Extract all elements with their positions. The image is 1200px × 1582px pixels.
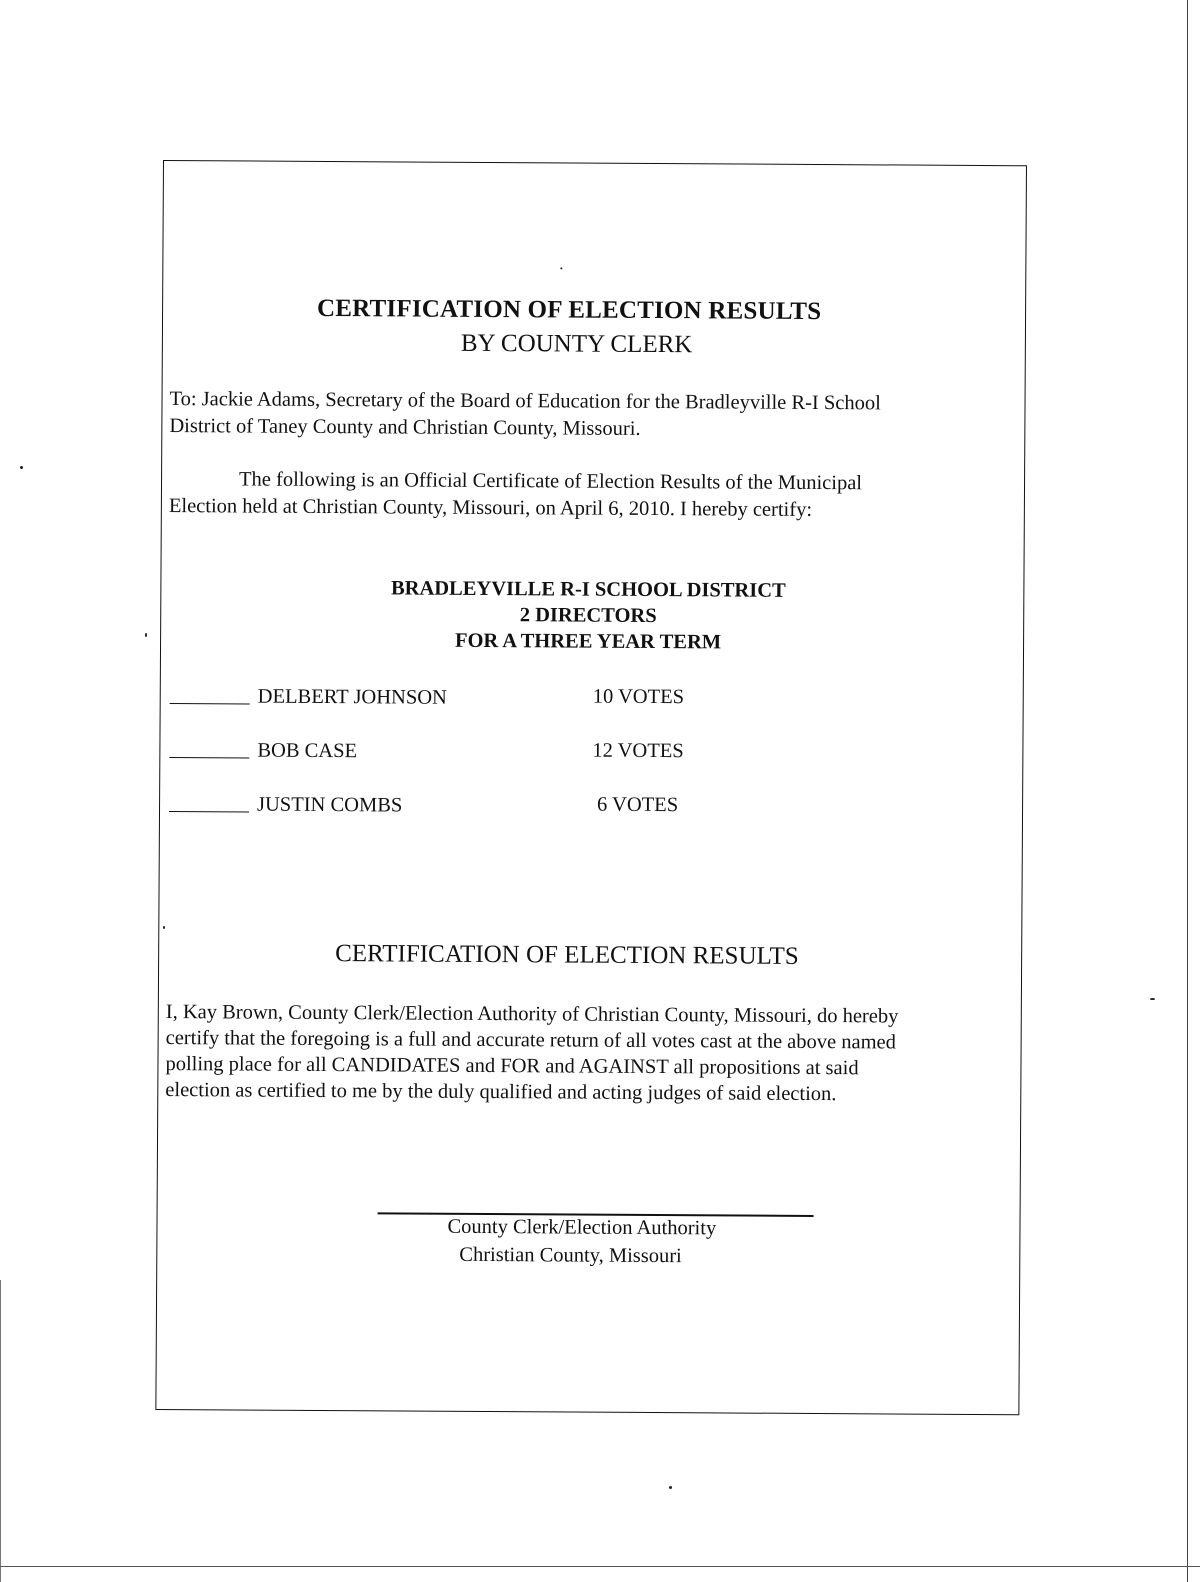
candidate-name: JUSTIN COMBS xyxy=(256,793,403,817)
intro-line-2: Election held at Christian County, Missouri, on April 6, 2010. I hereby certify: xyxy=(168,495,813,521)
candidate-row xyxy=(169,793,249,817)
certification-line-1: I, Kay Brown, County Clerk/Election Authority of Christian County, Missouri, do hereby xyxy=(165,1001,899,1028)
scan-speck xyxy=(1150,998,1155,1000)
certification-line-2: certify that the foregoing is a full and accurate return of all votes cast at the above named xyxy=(165,1027,896,1054)
scan-speck xyxy=(669,1486,672,1489)
certificate-title: CERTIFICATION OF ELECTION RESULTS xyxy=(317,294,822,326)
check-line xyxy=(170,685,250,704)
signature-title: County Clerk/Election Authority xyxy=(447,1215,717,1240)
scan-edge-right xyxy=(1187,0,1188,1582)
term-length: FOR A THREE YEAR TERM xyxy=(454,629,722,654)
candidate-name: DELBERT JOHNSON xyxy=(257,685,447,709)
candidate-votes: 6 VOTES xyxy=(597,793,679,817)
check-line xyxy=(169,793,249,812)
intro-line-1: The following is an Official Certificate of Election Results of the Municipal xyxy=(238,468,863,495)
candidate-votes: 12 VOTES xyxy=(592,739,684,763)
addressee-line-1: To: Jackie Adams, Secretary of the Board of Education for the Bradleyville R-I School xyxy=(169,388,881,415)
scan-edge-left xyxy=(0,1280,1,1582)
candidate-votes: 10 VOTES xyxy=(592,685,685,709)
candidate-row xyxy=(170,685,250,709)
addressee-line-2: District of Taney County and Christian County, Missouri. xyxy=(169,415,641,440)
scan-speck xyxy=(20,466,23,469)
certificate-subtitle: BY COUNTY CLERK xyxy=(460,329,693,359)
scan-edge-bottom xyxy=(0,1566,1200,1567)
director-seats: 2 DIRECTORS xyxy=(519,604,657,628)
signature-location: Christian County, Missouri xyxy=(459,1243,682,1268)
check-line xyxy=(169,739,249,758)
certification-line-4: election as certified to me by the duly qualified and acting judges of said election. xyxy=(165,1079,837,1106)
certificate-frame xyxy=(155,160,1027,1415)
district-name: BRADLEYVILLE R-I SCHOOL DISTRICT xyxy=(390,577,786,602)
candidate-name: BOB CASE xyxy=(257,739,358,763)
certification-line-3: polling place for all CANDIDATES and FOR and AGAINST all propositions at said xyxy=(165,1053,859,1080)
candidate-row xyxy=(169,739,249,763)
scan-speck xyxy=(145,633,147,637)
scan-speck xyxy=(560,267,562,269)
certification-heading: CERTIFICATION OF ELECTION RESULTS xyxy=(335,940,799,970)
